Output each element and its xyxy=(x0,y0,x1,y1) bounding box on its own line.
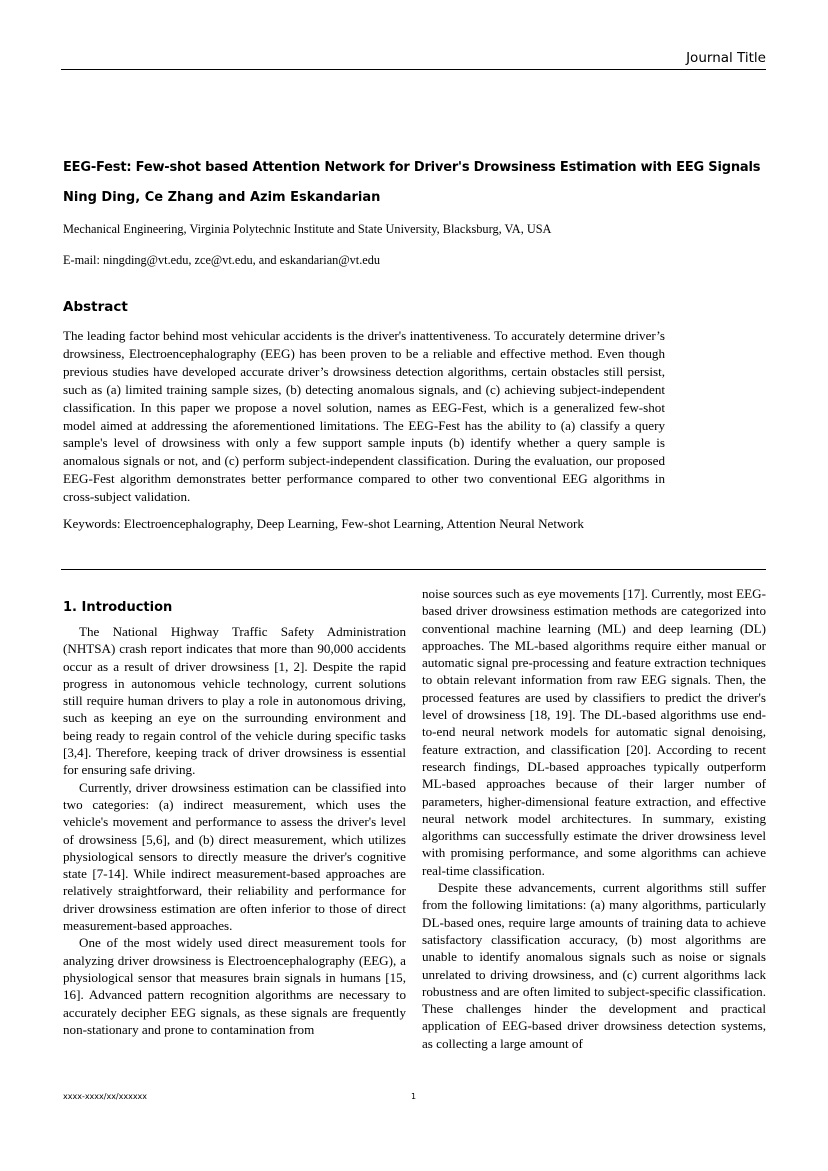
author-affiliation: Mechanical Engineering, Virginia Polytechnic Institute and State University, Blacksburg, VA, USA xyxy=(63,222,552,236)
abstract-body: The leading factor behind most vehicular accidents is the driver's inattentiveness. To accurately determine driver’s drowsiness, Electroencephalography (EEG) has been proven to be a reliable and effective method. Even though previous studies have developed accurate driver’s drowsiness detection algorithms, certain obstacles still persist, such as (a) limited training sample sizes, (b) detecting anomalous signals, and (c) achieving subject-independent classification. In this paper we propose a novel solution, names as EEG-Fest, which is a generalized few-shot model aimed at addressing the aforementioned limitations. The EEG-Fest has the ability to (a) classify a query sample's level of drowsiness with only a few support sample inputs (b) identify whether a query sample is anomalous signals or not, and (c) perform subject-independent classification. During the evaluation, our proposed EEG-Fest algorithm demonstrates better performance compared to other two conventional EEG algorithms in cross-subject validation. xyxy=(63,328,665,505)
right-column xyxy=(422,585,766,1052)
section-rule xyxy=(61,569,766,570)
page-number: 1 xyxy=(411,1092,417,1101)
author-email: E-mail: ningding@vt.edu, zce@vt.edu, and eskandarian@vt.edu xyxy=(63,253,381,267)
header-rule xyxy=(61,69,766,70)
paper-title: EEG-Fest: Few-shot based Attention Network for Driver's Drowsiness Estimation with EEG Signals xyxy=(63,160,761,175)
paper-authors: Ning Ding, Ce Zhang and Azim Eskandarian xyxy=(63,190,381,205)
paragraph: One of the most widely used direct measurement tools for analyzing driver drowsiness is Electroencephalography (EEG), a physiological sensor that measures brain signals in humans [15, 16]. Advanced pattern recognition algorithms are necessary to accurately decipher EEG signals, as these signals are frequently non-stationary and prone to contamination from xyxy=(63,935,406,1037)
paragraph: Currently, driver drowsiness estimation can be classified into two categories: (a) indirect measurement, which uses the vehicle's movement and performance to assess the driver's level of drowsiness [5,6], and (b) direct measurement, which utilizes physiological sensors to directly measure the driver's cognitive state [7-14]. While indirect measurement-based approaches are relatively straightforward, their reliability and performance for driver drowsiness estimation are often inferior to those of direct measurement-based approaches. xyxy=(63,779,406,934)
left-column xyxy=(63,600,406,1038)
footer-code: xxxx-xxxx/xx/xxxxxx xyxy=(63,1092,148,1101)
section-heading-introduction: 1. Introduction xyxy=(63,600,173,615)
running-head: Journal Title xyxy=(686,50,766,66)
paragraph: Despite these advancements, current algorithms still suffer from the following limitations: (a) many algorithms, particularly DL-based ones, require large amounts of training data to achieve satisfactory classification accuracy, (b) most algorithms are unable to identify anomalous signals such as noise or signals unrelated to driving drowsiness, and (c) current algorithms lack robustness and are often limited to subject-specific classification. These challenges hinder the development and practical application of EEG-based driver drowsiness detection systems, as collecting a large amount of xyxy=(422,880,766,1051)
abstract-heading: Abstract xyxy=(63,299,128,315)
paragraph: noise sources such as eye movements [17]. Currently, most EEG-based driver drowsiness estimation methods are categorized into conventional machine learning (ML) and deep learning (DL) approaches. The ML-based algorithms require either manual or automatic signal pre-processing and feature extraction techniques to obtain relevant information from raw EEG signals. Then, the processed features are used by classifiers to predict the driver's level of drowsiness [18, 19]. The DL-based algorithms use end-to-end neural network models for automatic signal denoising, feature extraction, and classification [20]. According to recent research findings, DL-based approaches typically outperform ML-based approaches because of their larger number of parameters, higher-dimensional feature extraction, and effective neural network model architectures. In summary, existing algorithms can successfully estimate the driver drowsiness level with promising performance, and some algorithms can achieve real-time classification. xyxy=(422,586,766,878)
paragraph: The National Highway Traffic Safety Administration (NHTSA) crash report indicates that more than 90,000 accidents occur as a result of driver drowsiness [1, 2]. Despite the rapid progress in autonomous vehicle technology, current solutions still require human drivers to play a role in autonomous driving, such as keeping an eye on the surrounding environment and being ready to regain control of the vehicle during specific tasks [3,4]. Therefore, keeping track of driver drowsiness is essential for ensuring safe driving. xyxy=(63,624,406,778)
keywords: Keywords: Electroencephalography, Deep Learning, Few-shot Learning, Attention Neural Network xyxy=(63,516,584,531)
